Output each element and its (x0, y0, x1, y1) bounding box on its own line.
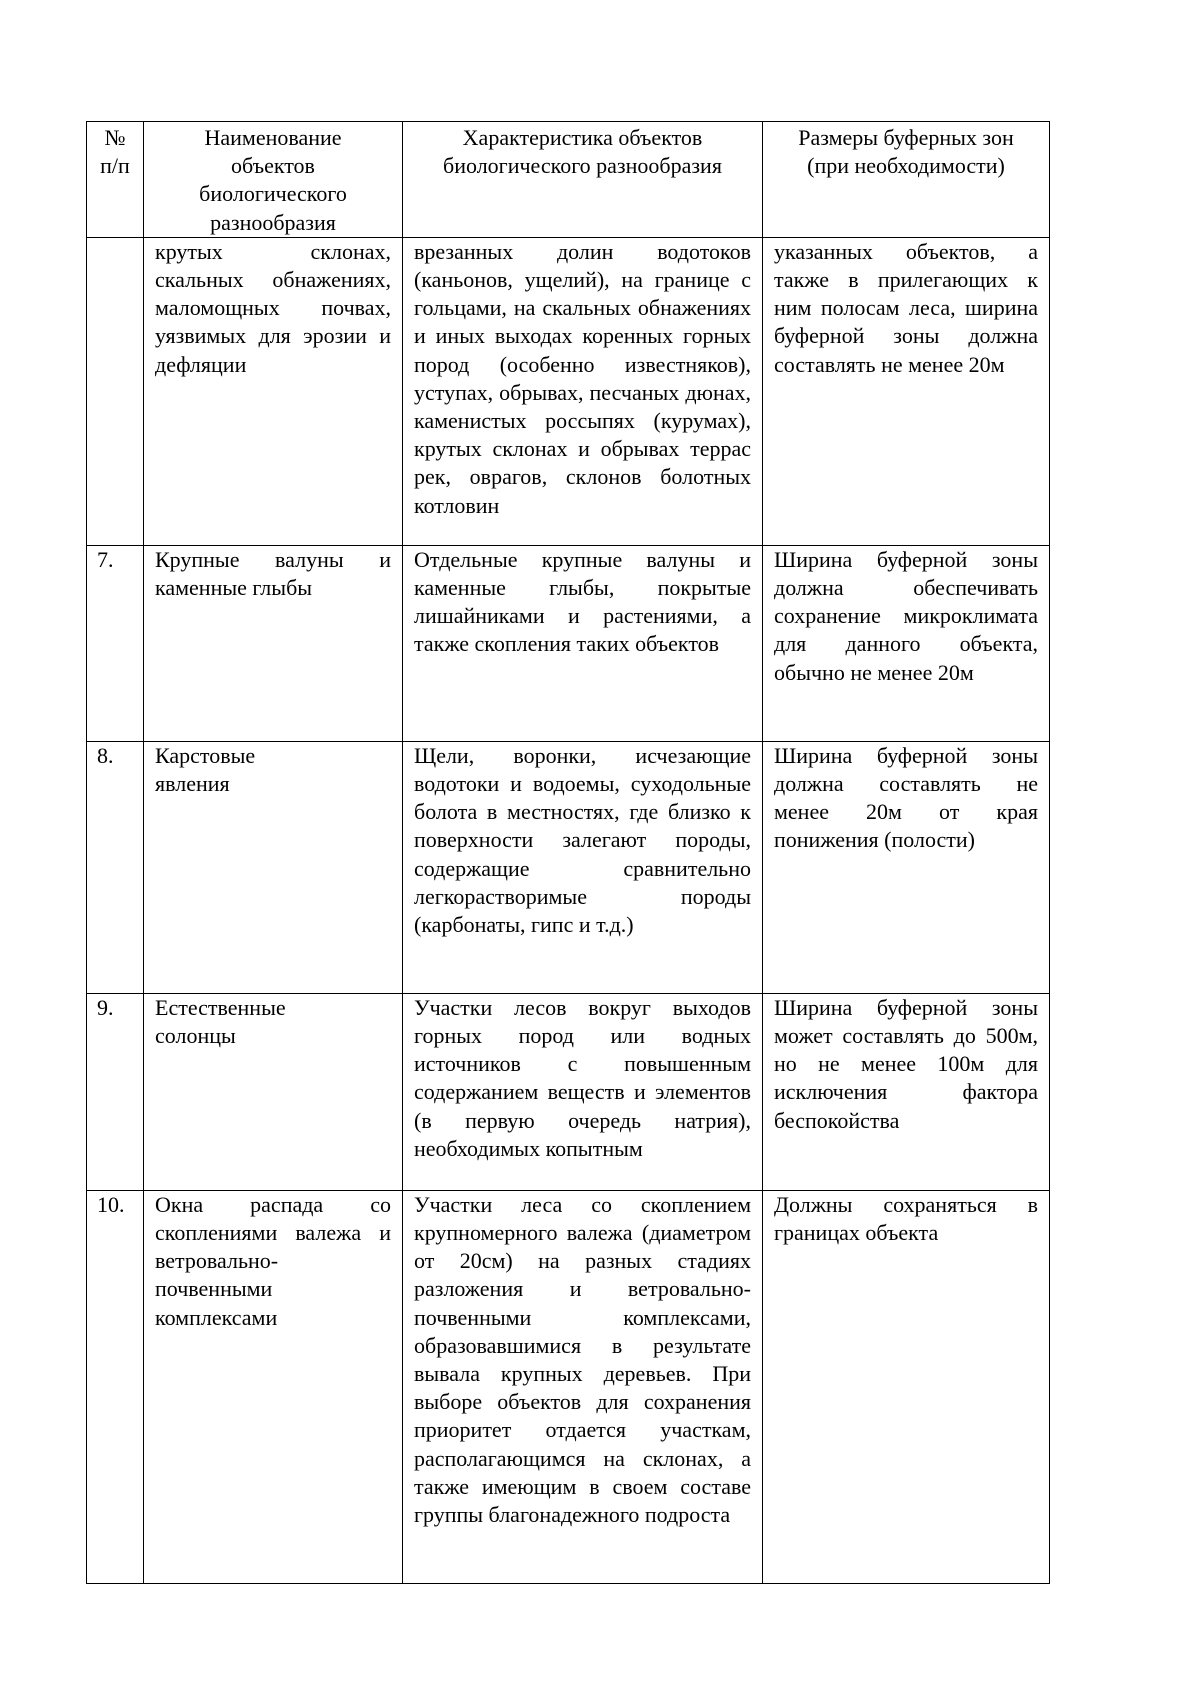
table-row (87, 741, 1050, 993)
table-row (87, 993, 1050, 1190)
table-row (87, 1190, 1050, 1583)
table-row (87, 545, 1050, 741)
row-characteristic: Участки лесов вокруг выходов горных пород или водных источников с повышенным содержанием веществ и элементов (в первую очередь натрия), необходимых копытным (403, 993, 763, 1190)
row-characteristic: врезанных долин водотоков (каньонов, ущелий), на границе с гольцами, на скальных обнажениях и иных выходах коренных горных пород (особенно известняков), уступах, обрывах, песчаных дюнах, каменистых россыпях (курумах), крутых склонах и обрывах террас рек, оврагов, склонов болотных котловин (403, 237, 763, 545)
row-name: Естественные солонцы (144, 993, 403, 1190)
row-characteristic: Отдельные крупные валуны и каменные глыбы, покрытые лишайниками и растениями, а также скопления таких объектов (403, 545, 763, 741)
row-num: 7. (87, 545, 144, 741)
header-buffer: Размеры буферных зон (при необходимости) (763, 122, 1050, 238)
biodiversity-table (86, 121, 1050, 1584)
row-name: Окна распада со скоплениями валежа и ветровально-почвенными комплексами (144, 1190, 403, 1583)
row-characteristic: Участки леса со скоплением крупномерного валежа (диаметром от 20см) на разных стадиях разложения и ветровально-почвенными комплексами, образовавшимися в результате вывала крупных деревьев. При выборе объектов для сохранения приоритет отдается участкам, располагающимся на склонах, а также имеющим в своем составе группы благонадежного подроста (403, 1190, 763, 1583)
row-buffer: Ширина буферной зоны должна обеспечивать сохранение микроклимата для данного объекта, обычно не менее 20м (763, 545, 1050, 741)
header-characteristic: Характеристика объектов биологического разнообразия (403, 122, 763, 238)
table-row (87, 237, 1050, 545)
row-name: крутых склонах, скальных обнажениях, маломощных почвах, уязвимых для эрозии и дефляции (144, 237, 403, 545)
row-buffer: Ширина буферной зоны должна составлять не менее 20м от края понижения (полости) (763, 741, 1050, 993)
row-num: 9. (87, 993, 144, 1190)
row-buffer: Должны сохраняться в границах объекта (763, 1190, 1050, 1583)
row-name: Карстовые явления (144, 741, 403, 993)
row-buffer: указанных объектов, а также в прилегающих к ним полосам леса, ширина буферной зоны должна составлять не менее 20м (763, 237, 1050, 545)
row-num: 8. (87, 741, 144, 993)
table-header-row (87, 122, 1050, 238)
row-num: 10. (87, 1190, 144, 1583)
row-name: Крупные валуны и каменные глыбы (144, 545, 403, 741)
row-buffer: Ширина буферной зоны может составлять до 500м, но не менее 100м для исключения фактора беспокойства (763, 993, 1050, 1190)
header-num: № п/п (87, 122, 144, 238)
header-name: Наименование объектов биологического разнообразия (144, 122, 403, 238)
row-characteristic: Щели, воронки, исчезающие водотоки и водоемы, суходольные болота в местностях, где близко к поверхности залегают породы, содержащие сравнительно легкорастворимые породы (карбонаты, гипс и т.д.) (403, 741, 763, 993)
row-num (87, 237, 144, 545)
